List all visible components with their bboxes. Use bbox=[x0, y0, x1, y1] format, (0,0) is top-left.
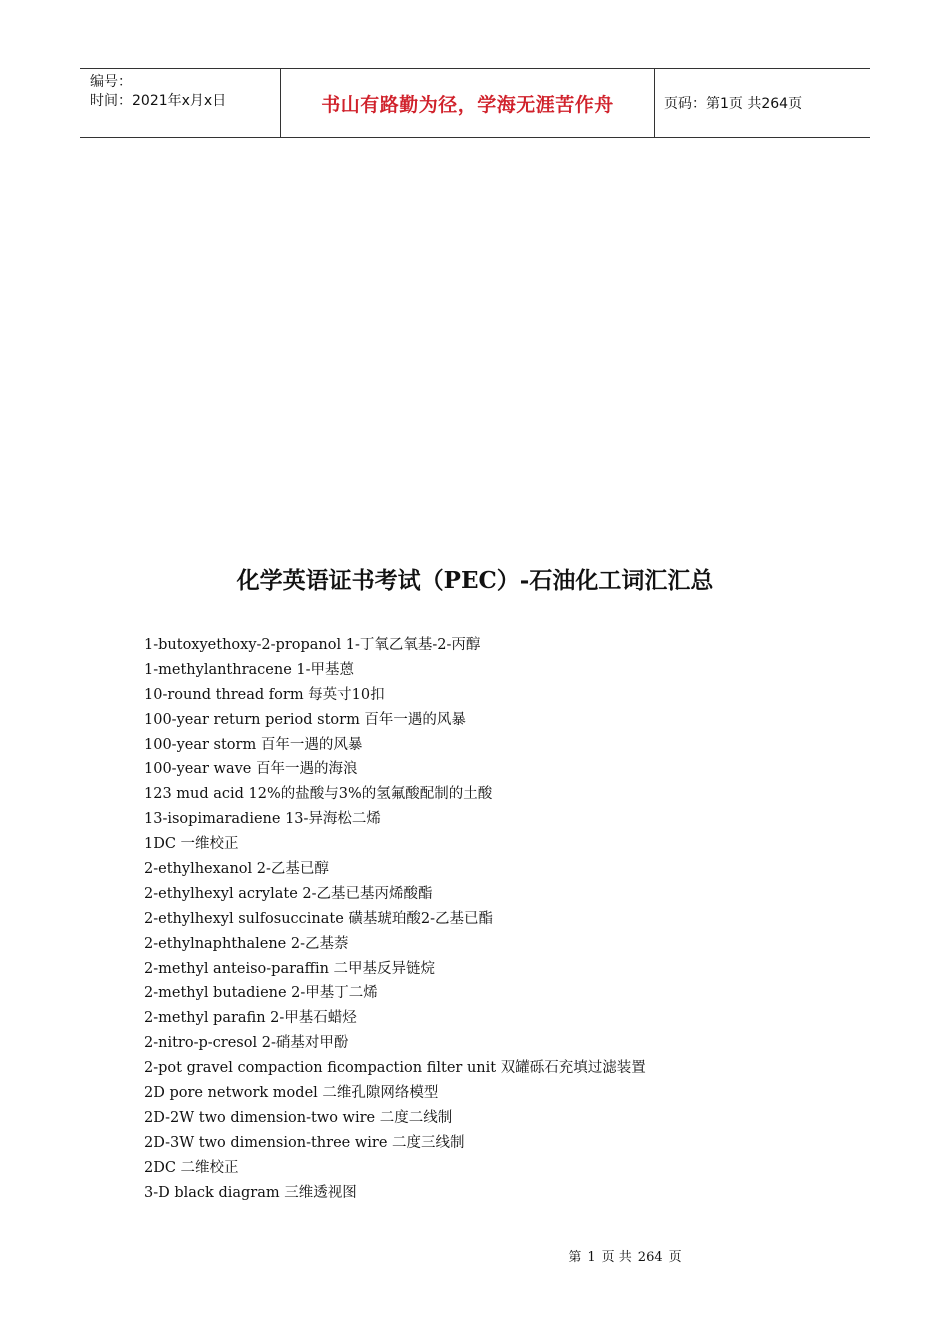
list-item: 13-isopimaradiene 13-异海松二烯 bbox=[144, 811, 381, 828]
list-item: 2-ethylhexanol 2-乙基已醇 bbox=[144, 861, 329, 878]
list-item: 1DC 一维校正 bbox=[144, 836, 239, 853]
footer-prefix: 第 bbox=[568, 1250, 582, 1265]
list-item: 3-D black diagram 三维透视图 bbox=[144, 1184, 357, 1201]
page-footer bbox=[0, 1246, 950, 1265]
list-item: 2-nitro-p-cresol 2-硝基对甲酚 bbox=[144, 1035, 349, 1052]
list-item: 100-year return period storm 百年一遇的风暴 bbox=[144, 711, 466, 728]
header-page-info: 页码：第1页 共264页 bbox=[664, 96, 803, 112]
time-label: 时间：2021年x月x日 bbox=[90, 93, 227, 109]
document-header bbox=[80, 68, 870, 138]
list-item: 10-round thread form 每英寸10扣 bbox=[144, 686, 385, 703]
list-item: 2-ethylhexyl sulfosuccinate 磺基琥珀酸2-乙基已酯 bbox=[144, 910, 494, 927]
header-meta-cell bbox=[80, 69, 281, 137]
footer-page-number: 1 bbox=[587, 1250, 596, 1265]
list-item: 2-methyl anteiso-paraffin 二甲基反异链烷 bbox=[144, 960, 436, 977]
list-item: 123 mud acid 12%的盐酸与3%的氢氟酸配制的土酸 bbox=[144, 786, 493, 803]
list-item: 2-methyl butadiene 2-甲基丁二烯 bbox=[144, 985, 378, 1002]
header-motto: 书山有路勤为径，学海无涯苦作舟 bbox=[281, 69, 655, 137]
list-item: 2D-2W two dimension-two wire 二度二线制 bbox=[144, 1109, 453, 1126]
serial-number-label: 编号： bbox=[90, 74, 132, 90]
footer-suffix: 页 bbox=[668, 1250, 682, 1265]
list-item: 2-ethylhexyl acrylate 2-乙基已基丙烯酸酯 bbox=[144, 885, 433, 902]
list-item: 1-methylanthracene 1-甲基蒽 bbox=[144, 661, 355, 678]
footer-mid: 页 共 bbox=[601, 1250, 632, 1265]
vocabulary-list bbox=[144, 633, 646, 1205]
list-item: 2-pot gravel compaction ficompaction filter unit 双罐砾石充填过滤装置 bbox=[144, 1060, 646, 1077]
list-item: 2DC 二维校正 bbox=[144, 1159, 239, 1176]
document-title: 化学英语证书考试（PEC）-石油化工词汇汇总 bbox=[236, 567, 714, 594]
list-item: 2D-3W two dimension-three wire 二度三线制 bbox=[144, 1134, 465, 1151]
list-item: 100-year storm 百年一遇的风暴 bbox=[144, 736, 363, 753]
list-item: 2-methyl parafin 2-甲基石蜡烃 bbox=[144, 1010, 357, 1027]
footer-total-pages: 264 bbox=[637, 1250, 663, 1265]
list-item: 2-ethylnaphthalene 2-乙基萘 bbox=[144, 935, 349, 952]
list-item: 100-year wave 百年一遇的海浪 bbox=[144, 761, 358, 778]
list-item: 1-butoxyethoxy-2-propanol 1-丁氧乙氧基-2-丙醇 bbox=[144, 637, 481, 653]
list-item: 2D pore network model 二维孔隙网络模型 bbox=[144, 1085, 439, 1102]
